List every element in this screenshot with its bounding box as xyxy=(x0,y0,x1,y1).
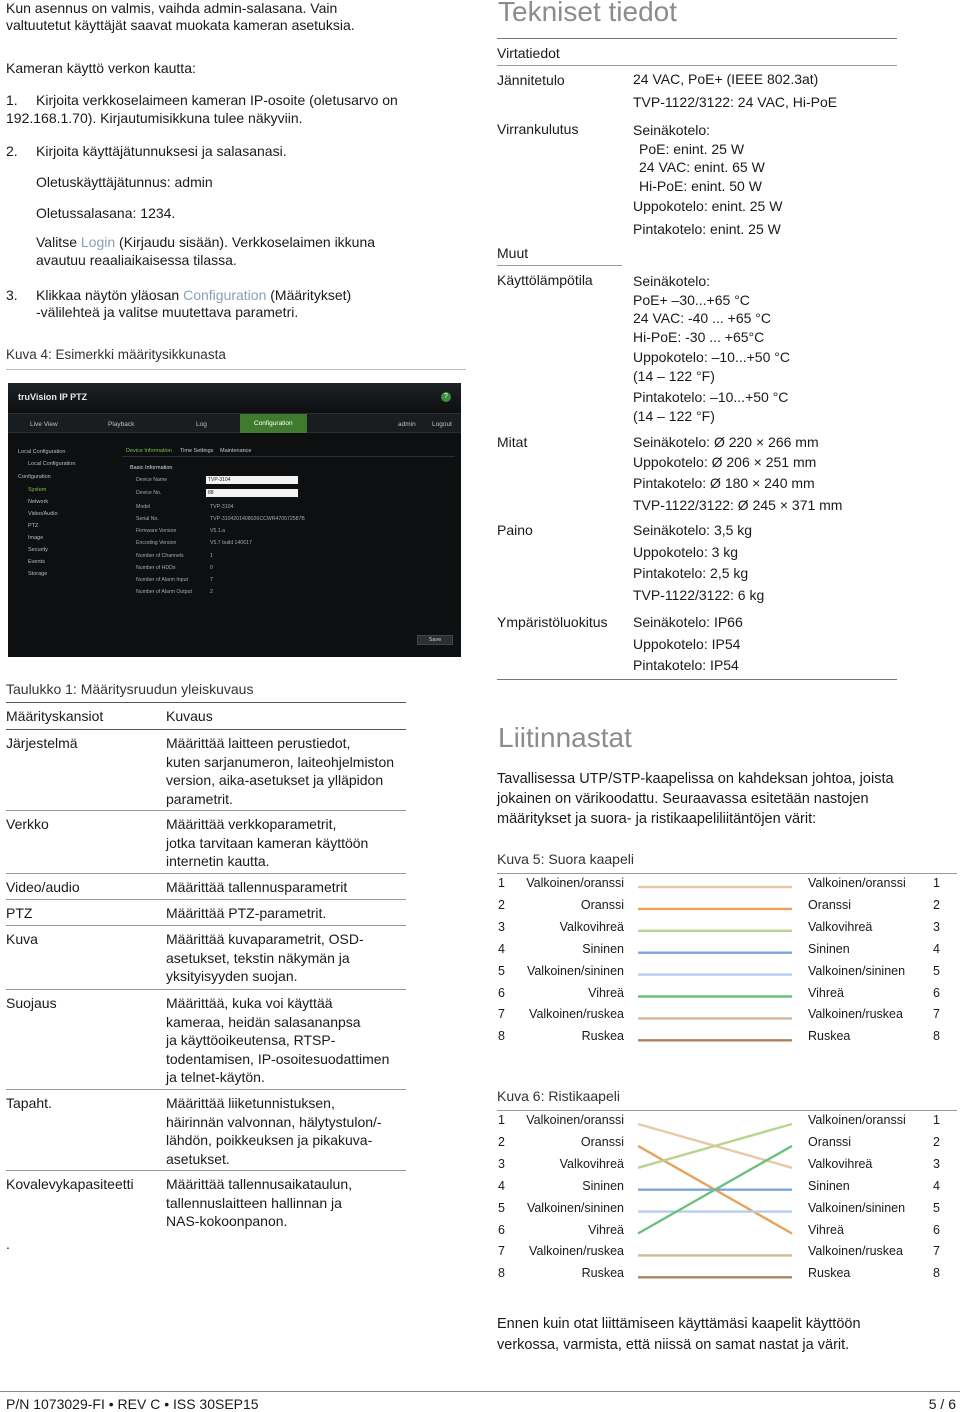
save-button[interactable]: Save xyxy=(417,635,453,645)
nav-playback[interactable]: Playback xyxy=(108,421,135,428)
field-label: Encoding Version xyxy=(136,540,177,546)
table-1-caption: Taulukko 1: Määritysruudun yleiskuvaus xyxy=(6,681,254,697)
figure-5-rule xyxy=(497,873,957,874)
sb-image[interactable]: Image xyxy=(28,535,44,541)
pin-color-left: Valkoinen/oranssi xyxy=(526,876,624,890)
pin-number-right: 5 xyxy=(933,1200,940,1215)
desc-line: kuten sarjanumeron, laiteohjelmiston xyxy=(166,753,395,770)
value-mitat xyxy=(633,433,842,514)
pin-number-right: 4 xyxy=(933,1178,940,1193)
table-row-desc xyxy=(166,734,411,808)
pin-color-right: Valkoinen/sininen xyxy=(808,963,906,978)
tab-device-information[interactable]: Device Information xyxy=(126,448,172,454)
table-row-desc xyxy=(166,930,411,986)
row-rule xyxy=(6,1170,406,1171)
figure-4-caption: Kuva 4: Esimerkki määritysikkunasta xyxy=(6,347,226,362)
value-ymparisto xyxy=(633,613,743,675)
para-line: jokainen on värikoodattu. Seuraavassa esitetään nastojen xyxy=(497,791,869,807)
pin-number-left: 1 xyxy=(498,1113,505,1127)
row-rule xyxy=(6,873,406,874)
table-1-col2-header: Kuvaus xyxy=(166,708,213,724)
pin-color-left: Oranssi xyxy=(580,1134,624,1149)
shot-user: admin xyxy=(398,421,416,428)
desc-line: lähdön, poikkeuksen ja pikakuva- xyxy=(166,1132,373,1148)
login-line-1 xyxy=(6,234,375,251)
pin-number-right: 3 xyxy=(933,919,940,934)
pin-number-right: 2 xyxy=(933,1134,940,1149)
desc-line: jotka tarvitaan kameran käyttöön xyxy=(166,834,369,851)
row-rule xyxy=(6,899,406,900)
value-line: TVP-1122/3122: 6 kg xyxy=(633,586,765,603)
pin-color-right: Vihreä xyxy=(808,985,844,1000)
value-line: PoE: enint. 25 W xyxy=(639,140,745,157)
step-3-post: (Määritykset) xyxy=(266,287,352,303)
pin-color-left: Valkoinen/oranssi xyxy=(526,1113,624,1127)
figure-5-caption: Kuva 5: Suora kaapeli xyxy=(497,851,634,867)
value-line: Uppokotelo: –10...+50 °C xyxy=(633,349,790,365)
pin-number-right: 4 xyxy=(933,941,940,956)
pin-number-left: 2 xyxy=(498,1134,505,1149)
pin-color-right: Ruskea xyxy=(808,1029,851,1044)
footer-page-number: 5 / 6 xyxy=(928,1396,956,1412)
desc-line: Määrittää PTZ-parametrit. xyxy=(166,905,327,921)
desc-line: häirinnän valvonnan, hälytystulon/- xyxy=(166,1113,382,1130)
shot-navbar xyxy=(8,413,461,433)
desc-line: asetukset, tekstin näkymän ja xyxy=(166,949,350,966)
field-label: Serial No. xyxy=(136,516,159,522)
step-3-line-2: -välilehteä ja valitse muutettava parametri. xyxy=(36,304,299,320)
row-rule xyxy=(6,810,406,811)
pin-color-right: Sininen xyxy=(808,1178,850,1193)
note-line: Ennen kuin otat liittämiseen käyttämäsi kaapelit käyttöön xyxy=(497,1316,861,1332)
field-value: 2 xyxy=(210,589,213,595)
label-kayttolampo: Käyttölämpötila xyxy=(497,272,593,288)
step-1 xyxy=(6,91,398,109)
table-row-desc xyxy=(166,994,411,1087)
pin-number-left: 8 xyxy=(498,1029,505,1044)
pinout-title: Liitinnastat xyxy=(498,722,632,753)
field-value: V5.7 build 140617 xyxy=(210,540,252,546)
section-muut: Muut xyxy=(497,245,529,261)
pin-color-left: Valkovihreä xyxy=(559,1156,624,1171)
desc-line: version, aika-asetukset ja ylläpidon xyxy=(166,772,384,788)
pin-color-right: Sininen xyxy=(808,941,850,956)
desc-line: Määrittää tallennusparametrit xyxy=(166,879,348,895)
table-row: PTZ xyxy=(6,905,33,921)
pin-number-right: 7 xyxy=(933,1007,940,1022)
label-virrankulutus: Virrankulutus xyxy=(497,121,579,137)
pin-color-right: Oranssi xyxy=(808,1134,852,1149)
table-row-desc xyxy=(166,904,411,923)
intro-line-2: valtuutetut käyttäjät saavat muokata kameran asetuksia. xyxy=(6,17,355,33)
pin-color-left: Sininen xyxy=(582,941,624,956)
table-row: Verkko xyxy=(6,816,49,832)
field-label: Device Name xyxy=(136,477,168,483)
pin-color-left: Vihreä xyxy=(588,985,624,1000)
value-paino xyxy=(633,521,764,604)
pin-color-right: Valkoinen/sininen xyxy=(808,1200,906,1215)
row-rule xyxy=(6,925,406,926)
field-label: Model xyxy=(136,504,151,510)
table-row-desc xyxy=(166,878,411,897)
value-line: TVP-1122/3122: Ø 245 × 371 mm xyxy=(633,496,843,513)
value-line: Uppokotelo: IP54 xyxy=(633,635,741,652)
value-line: Pintakotelo: enint. 25 W xyxy=(633,220,781,237)
device-no-input[interactable]: 88 xyxy=(206,489,298,497)
value-line: Uppokotelo: 3 kg xyxy=(633,543,739,560)
step-3 xyxy=(6,286,351,304)
pin-color-left: Sininen xyxy=(582,1178,624,1193)
value-line: Pintakotelo: 2,5 kg xyxy=(633,565,749,581)
value-line: TVP-1122/3122: 24 VAC, Hi-PoE xyxy=(633,93,838,110)
table-row: Järjestelmä xyxy=(6,735,78,751)
pin-number-left: 2 xyxy=(498,897,505,912)
pin-color-left: Ruskea xyxy=(581,1029,624,1044)
figure-4-rule xyxy=(6,369,466,370)
pin-color-left: Oranssi xyxy=(580,897,624,912)
label-jannite: Jännitetulo xyxy=(497,72,565,88)
help-icon[interactable]: ? xyxy=(441,392,451,402)
value-line: Seinäkotelo: xyxy=(633,122,711,138)
field-value: TVP-3104201408026CCWR470572587B xyxy=(210,516,305,522)
pin-number-left: 3 xyxy=(498,1156,505,1171)
para-line: määritykset ja suora- ja ristikaapeliliitäntöjen värit: xyxy=(497,811,817,827)
rule xyxy=(497,65,897,66)
pin-color-left: Valkoinen/ruskea xyxy=(529,1244,624,1259)
desc-line: Määrittää, kuka voi käyttää xyxy=(166,995,333,1011)
para-line: Tavallisessa UTP/STP-kaapelissa on kahdeksan johtoa, joista xyxy=(497,771,894,787)
pin-number-right: 8 xyxy=(933,1266,940,1281)
pin-color-left: Valkovihreä xyxy=(559,919,624,934)
value-kayttolampo-2 xyxy=(633,348,790,385)
pin-color-right: Valkoinen/ruskea xyxy=(808,1007,903,1022)
field-value: 1 xyxy=(210,553,213,559)
row-rule xyxy=(6,989,406,990)
row-rule xyxy=(6,1089,406,1090)
shot-logo: truVision IP PTZ xyxy=(18,392,88,402)
desc-line: Määrittää laitteen perustiedot, xyxy=(166,735,351,751)
section-virtatiedot: Virtatiedot xyxy=(497,45,560,61)
pin-color-right: Valkovihreä xyxy=(808,1156,873,1171)
rule xyxy=(497,265,622,266)
nav-configuration[interactable]: Configuration xyxy=(240,414,307,433)
value-line: 24 VAC, PoE+ (IEEE 802.3at) xyxy=(633,71,819,87)
configuration-screenshot xyxy=(8,383,461,657)
figure-6-rule xyxy=(497,1110,957,1111)
value-line: Hi-PoE: -30 ... +65°C xyxy=(633,328,765,345)
desc-line: yksityisyyden suojan. xyxy=(166,968,298,984)
value-line: Seinäkotelo: IP66 xyxy=(633,614,743,630)
table-row-desc xyxy=(166,1094,411,1168)
login-pre: Valitse xyxy=(36,234,81,250)
value-line: Seinäkotelo: Ø 220 × 266 mm xyxy=(633,434,819,450)
tech-bottom-rule xyxy=(497,679,897,680)
step-1-number: 1. xyxy=(6,92,18,108)
sb-video-audio[interactable]: Video/Audio xyxy=(28,511,58,517)
pin-number-left: 7 xyxy=(498,1244,505,1259)
step-1-line-2: 192.168.1.70). Kirjautumisikkuna tulee näkyviin. xyxy=(6,110,303,126)
desc-line: Määrittää kuvaparametrit, OSD- xyxy=(166,931,364,947)
value-line: 24 VAC: -40 ... +65 °C xyxy=(633,310,772,326)
desc-line: kameraa, heidän salasananpsa xyxy=(166,1013,361,1030)
default-user: Oletuskäyttäjätunnus: admin xyxy=(36,174,213,190)
pin-number-left: 3 xyxy=(498,919,505,934)
sb-local-config-sub[interactable]: Local Configuration xyxy=(28,461,76,467)
field-label: Device No. xyxy=(136,490,162,496)
pin-color-right: Ruskea xyxy=(808,1266,851,1281)
cross-cable-wires xyxy=(630,1113,800,1283)
table-row-desc xyxy=(166,1175,411,1231)
table-row: Kovalevykapasiteetti xyxy=(6,1176,134,1192)
sb-local-config[interactable]: Local Configuration xyxy=(18,449,66,455)
sb-network[interactable]: Network xyxy=(28,499,49,505)
login-post: (Kirjaudu sisään). Verkkoselaimen ikkuna xyxy=(115,234,376,250)
pin-color-left: Valkoinen/sininen xyxy=(526,1200,624,1215)
pin-number-left: 1 xyxy=(498,876,505,890)
table-1-col1-header: Määrityskansiot xyxy=(6,708,104,724)
field-label: Number of Alarm Output xyxy=(136,589,192,595)
pin-number-left: 6 xyxy=(498,1222,505,1237)
label-paino: Paino xyxy=(497,522,533,538)
value-jannite xyxy=(633,70,837,111)
desc-line: NAS-kokoonpanon. xyxy=(166,1213,288,1229)
value-line: (14 – 122 °F) xyxy=(633,407,715,424)
pin-color-right: Valkovihreä xyxy=(808,919,873,934)
pin-color-right: Oranssi xyxy=(808,897,852,912)
pinout-paragraph xyxy=(497,769,894,829)
device-name-input[interactable]: TVP-3104 xyxy=(206,476,298,484)
pin-number-right: 1 xyxy=(933,1113,940,1127)
nav-live-view[interactable]: Live View xyxy=(30,421,58,428)
field-value: TVP-3104 xyxy=(210,504,234,510)
field-label: Number of Channels xyxy=(136,553,184,559)
value-kayttolampo-3 xyxy=(633,388,788,425)
value-kayttolampo xyxy=(633,272,771,346)
pin-number-right: 3 xyxy=(933,1156,940,1171)
field-value: V5.1.a xyxy=(210,528,225,534)
value-line: Pintakotelo: –10...+50 °C xyxy=(633,389,789,405)
field-label: Firmware Version xyxy=(136,528,177,534)
field-label: Number of HDDs xyxy=(136,565,176,571)
step-2 xyxy=(6,142,287,160)
pin-number-right: 7 xyxy=(933,1244,940,1259)
value-line: PoE+ –30...+65 °C xyxy=(633,291,750,308)
pin-number-left: 5 xyxy=(498,1200,505,1215)
field-value: 0 xyxy=(210,565,213,571)
shot-sidebar xyxy=(14,445,114,645)
value-line: Seinäkotelo: xyxy=(633,273,711,289)
pin-number-left: 5 xyxy=(498,963,505,978)
pin-color-right: Valkoinen/oranssi xyxy=(808,876,906,890)
value-line: Uppokotelo: enint. 25 W xyxy=(633,198,783,214)
value-line: Uppokotelo: Ø 206 × 251 mm xyxy=(633,453,817,470)
login-keyword: Login xyxy=(80,234,116,250)
pin-color-left: Valkoinen/sininen xyxy=(526,963,624,978)
configuration-keyword: Configuration xyxy=(183,287,267,303)
field-label: Number of Alarm Input xyxy=(136,577,188,583)
sb-security[interactable]: Security xyxy=(28,547,48,553)
step-3-number: 3. xyxy=(6,287,18,303)
table-row: Suojaus xyxy=(6,995,57,1011)
value-line: (14 – 122 °F) xyxy=(633,367,715,384)
pin-number-right: 8 xyxy=(933,1029,940,1044)
pin-number-right: 6 xyxy=(933,1222,940,1237)
pin-number-right: 1 xyxy=(933,876,940,890)
step-2-number: 2. xyxy=(6,143,18,159)
desc-line: internetin kautta. xyxy=(166,853,270,869)
intro-line-1: Kun asennus on valmis, vaihda admin-salasana. Vain xyxy=(6,0,338,16)
pin-color-left: Valkoinen/ruskea xyxy=(529,1007,624,1022)
desc-line: ja käyttöoikeutensa, RTSP- xyxy=(166,1032,336,1048)
tech-title-rule xyxy=(497,38,897,39)
table-row: Video/audio xyxy=(6,879,80,895)
tab-maintenance[interactable]: Maintenance xyxy=(220,448,252,454)
shot-content xyxy=(122,445,455,645)
value-line: Pintakotelo: IP54 xyxy=(633,657,739,673)
pin-number-left: 6 xyxy=(498,985,505,1000)
pin-number-right: 2 xyxy=(933,897,940,912)
field-value: 7 xyxy=(210,577,213,583)
pin-color-left: Vihreä xyxy=(588,1222,624,1237)
desc-line: parametrit. xyxy=(166,790,233,807)
trailing-dot: . xyxy=(6,1236,10,1252)
pin-color-right: Valkoinen/ruskea xyxy=(808,1244,903,1259)
pin-number-left: 4 xyxy=(498,941,505,956)
step-3-line-1 xyxy=(36,286,351,304)
pin-number-left: 4 xyxy=(498,1178,505,1193)
pin-number-left: 7 xyxy=(498,1007,505,1022)
label-ymparisto: Ympäristöluokitus xyxy=(497,614,608,630)
value-line: Hi-PoE: enint. 50 W xyxy=(639,177,762,194)
tab-time-settings[interactable]: Time Settings xyxy=(180,448,214,454)
pinout-note xyxy=(497,1314,861,1356)
footer-part-number: P/N 1073029-FI • REV C • ISS 30SEP15 xyxy=(6,1396,259,1412)
nav-log[interactable]: Log xyxy=(196,421,207,428)
pin-color-right: Valkoinen/oranssi xyxy=(808,1113,906,1127)
sb-configuration[interactable]: Configuration xyxy=(18,474,51,480)
step-3-pre: Klikkaa näytön yläosan xyxy=(36,287,184,303)
table-1-top-rule xyxy=(6,702,406,703)
shot-section-title: Basic Information xyxy=(130,465,173,471)
pin-number-right: 6 xyxy=(933,985,940,1000)
nav-logout[interactable]: Logout xyxy=(432,421,452,428)
step-2-text: Kirjoita käyttäjätunnuksesi ja salasanasi. xyxy=(36,143,287,159)
value-virrankulutus-2 xyxy=(633,197,782,238)
sb-ptz[interactable]: PTZ xyxy=(28,523,39,529)
tech-title: Tekniset tiedot xyxy=(498,0,677,27)
table-row: Kuva xyxy=(6,931,38,947)
desc-line: Määrittää tallennusaikataulun, xyxy=(166,1176,353,1192)
value-line: Pintakotelo: Ø 180 × 240 mm xyxy=(633,475,815,491)
pin-number-left: 8 xyxy=(498,1266,505,1281)
desc-line: Määrittää liiketunnistuksen, xyxy=(166,1095,335,1111)
sb-events[interactable]: Events xyxy=(28,559,45,565)
desc-line: tallennuslaitteen hallinnan ja xyxy=(166,1194,342,1211)
desc-line: Määrittää verkkoparametrit, xyxy=(166,816,337,832)
default-pass: Oletussalasana: 1234. xyxy=(36,205,176,221)
pin-color-left: Ruskea xyxy=(581,1266,624,1281)
figure-6-caption: Kuva 6: Ristikaapeli xyxy=(497,1088,620,1104)
desc-line: todentamisen, IP-osoitesuodattimen xyxy=(166,1050,390,1067)
sb-storage[interactable]: Storage xyxy=(28,571,48,577)
table-row-desc xyxy=(166,815,411,871)
table-1-header-rule xyxy=(6,729,406,730)
sb-system[interactable]: System xyxy=(28,487,47,493)
desc-line: ja telnet-käytön. xyxy=(166,1069,265,1085)
desc-line: asetukset. xyxy=(166,1150,230,1167)
login-line-2: avautuu reaaliaikaisessa tilassa. xyxy=(36,252,237,268)
web-heading: Kameran käyttö verkon kautta: xyxy=(6,60,196,76)
shot-tabs xyxy=(122,445,455,457)
table-row: Tapaht. xyxy=(6,1095,52,1111)
pin-number-right: 5 xyxy=(933,963,940,978)
footer-rule xyxy=(0,1391,960,1392)
straight-cable-wires xyxy=(630,876,800,1046)
value-line: Seinäkotelo: 3,5 kg xyxy=(633,522,753,538)
note-line: verkossa, varmista, että niissä on samat nastat ja värit. xyxy=(497,1337,850,1353)
pin-color-right: Vihreä xyxy=(808,1222,844,1237)
step-1-line-1: Kirjoita verkkoselaimeen kameran IP-osoite (oletusarvo on xyxy=(36,92,398,108)
value-virrankulutus xyxy=(633,121,765,195)
value-line: 24 VAC: enint. 65 W xyxy=(639,159,765,175)
label-mitat: Mitat xyxy=(497,434,528,450)
